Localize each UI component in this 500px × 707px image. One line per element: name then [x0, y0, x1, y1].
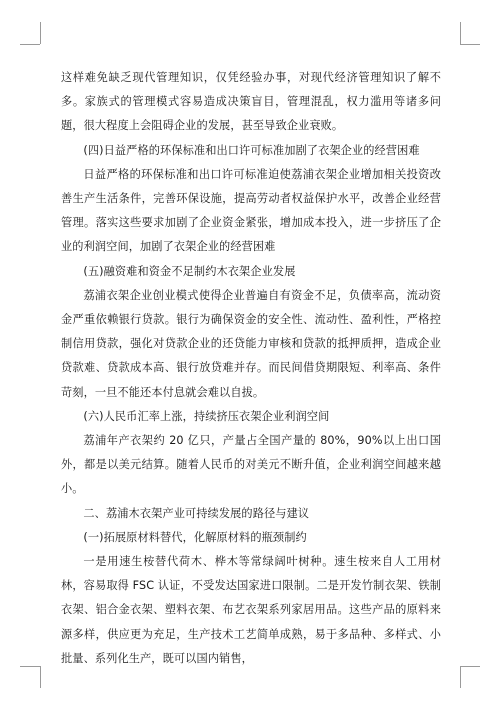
- paragraph-body: 日益严格的环保标准和出口许可标准迫使荔浦衣架企业增加相关投资改善生产生活条件，完善环保设施，提高劳动者权益保护水平，改善企业经营管理。落实这些要求加剧了企业资金紧张，增加成本投入，进一步挤压了企业的利润空间，加剧了衣架企业的经营困难: [61, 167, 441, 254]
- crop-mark-bottom-right: [460, 666, 480, 667]
- paragraph-body: 荔浦年产衣架约 20 亿只，产量占全国产量的 80%，90%以上出口国外，都是以美元结算。随着人民币的对美元不断升值，企业利润空间越来越小。: [61, 434, 441, 496]
- section-heading-1: (一)拓展原材料替代，化解原材料的瓶颈制约: [83, 530, 307, 544]
- document-page: [61, 66, 441, 671]
- paragraph-body: 一是用速生桉替代荷木、桦木等常绿阔叶树种。速生桉来自人工用材林，容易取得 FSC 认证，不受发达国家进口限制。二是开发竹制衣架、铁制衣架、铝合金衣架、塑料衣架、布艺衣架系列家居用品。这些产品的原料来源多样，供应更为充足，生产技术工艺简单成熟，易于多品种、多样式、小批量、系列化生产，既可以国内销售，: [61, 555, 441, 665]
- chapter-heading-2: 二、荔浦木衣架产业可持续发展的路径与建议: [83, 506, 310, 520]
- paragraph-continuation: 这样难免缺乏现代管理知识，仅凭经验办事，对现代经济管理知识了解不多。家族式的管理模式容易造成决策盲目，管理混乱，权力滥用等诸多问题，很大程度上会阻碍企业的发展，甚至导致企业衰败。: [61, 71, 441, 133]
- crop-mark-top-left: [40, 22, 41, 44]
- crop-mark-bottom-left: [20, 666, 40, 667]
- section-heading-4: (四)日益严格的环保标准和出口许可标准加剧了衣架企业的经营困难: [83, 143, 420, 157]
- crop-mark-top-right: [460, 44, 480, 45]
- section-heading-6: (六)人民币汇率上涨，持续挤压衣架企业利润空间: [83, 409, 330, 423]
- section-heading-5: (五)融资难和资金不足制约木衣架企业发展: [83, 264, 296, 278]
- paragraph-body: 荔浦衣架企业创业模式使得企业普遍自有资金不足，负债率高，流动资金严重依赖银行贷款。银行为确保资金的安全性、流动性、盈利性，严格控制信用贷款，强化对贷款企业的还贷能力审核和贷款的抵押质押，造成企业贷款难、贷款成本高、银行放贷难并存。而民间借贷期限短、利率高、条件苛刻，一旦不能还本付息就会难以自拔。: [61, 288, 441, 399]
- crop-mark-bottom-right: [460, 666, 461, 688]
- crop-mark-top-right: [460, 22, 461, 44]
- crop-mark-bottom-left: [40, 666, 41, 688]
- crop-mark-top-left: [20, 44, 40, 45]
